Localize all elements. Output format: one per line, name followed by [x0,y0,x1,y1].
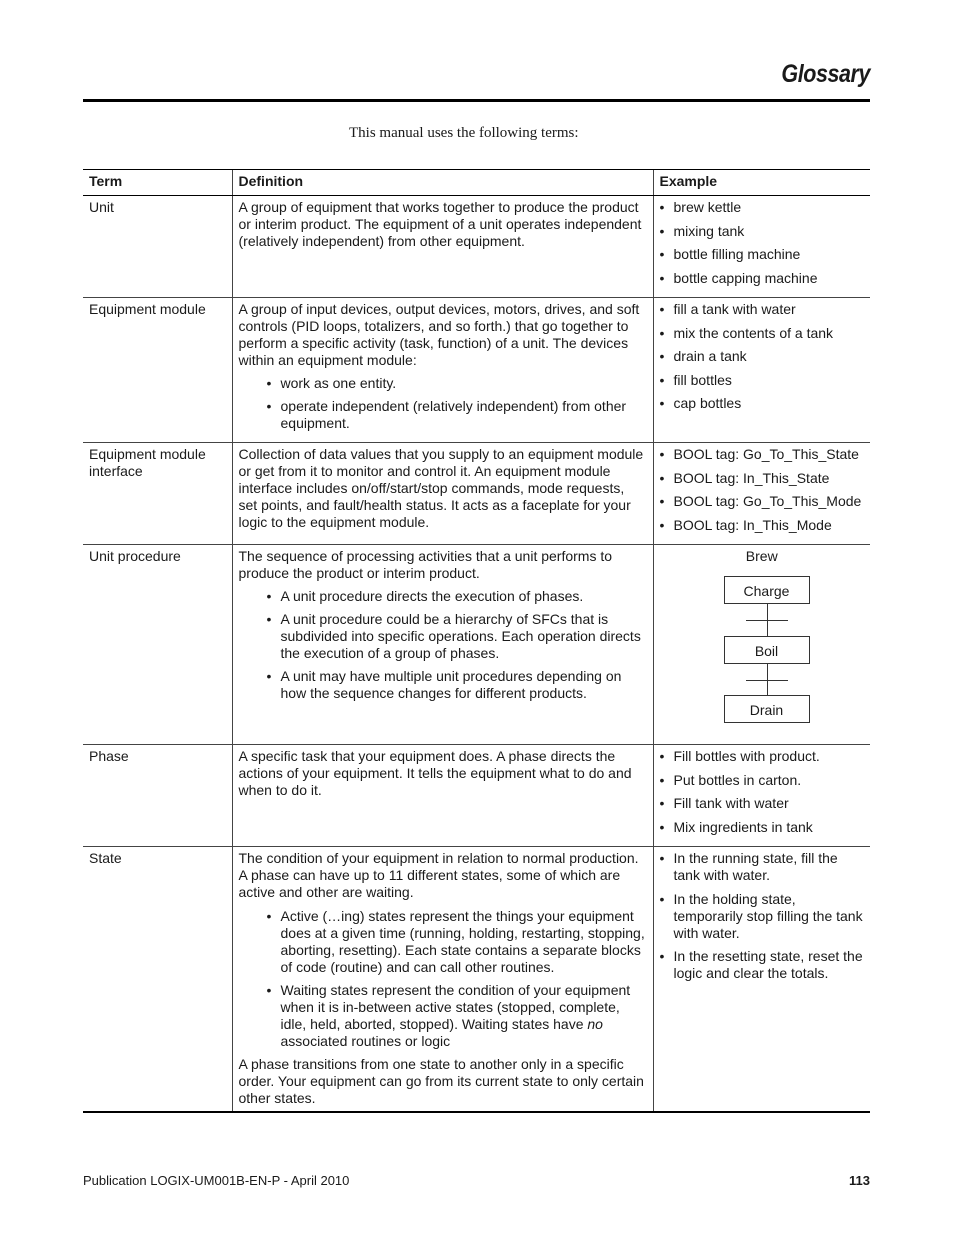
example-item: • Fill tank with water [660,795,865,812]
definition-cell: Collection of data values that you supply to an equipment module or get from it to monitor and control it. An equipment module interface includes on/off/start/stop commands, mode requests, set points, and fault/health status. It acts as a faceplate for your logic to the equipment module. [232,443,653,545]
table-header-row [83,170,870,196]
example-cell [653,847,870,1113]
column-header-definition: Definition [232,170,653,196]
example-item: • BOOL tag: Go_To_This_Mode [660,493,865,510]
example-item: • BOOL tag: Go_To_This_State [660,446,865,463]
example-item: • Put bottles in carton. [660,772,865,789]
term-cell: Phase [83,745,232,847]
title-rule [83,99,870,102]
transition-bar [746,680,788,681]
term-cell: Equipment module [83,298,232,443]
table-row [83,745,870,847]
step-box-charge: Charge [724,576,810,604]
example-item: • Mix ingredients in tank [660,819,865,836]
page-number: 113 [849,1173,870,1188]
step-box-drain: Drain [724,695,810,723]
publication-footer: Publication LOGIX-UM001B-EN-P - April 2010 [83,1173,350,1188]
table-row [83,443,870,545]
example-item: • cap bottles [660,395,865,412]
table-row [83,847,870,1113]
table-row [83,298,870,443]
table-row [83,545,870,745]
example-item: • In the holding state, temporarily stop filling the tank with water. [660,891,865,942]
column-header-example: Example [653,170,870,196]
example-cell [653,196,870,298]
term-cell: Unit [83,196,232,298]
column-header-term: Term [83,170,232,196]
intro-text: This manual uses the following terms: [349,125,579,141]
term-cell: State [83,847,232,1113]
definition-cell: The condition of your equipment in relation to normal production. A phase can have up to 11 different states, some of which are active and other are waiting. • Active (…ing) states represent the things your equipment does at a given time (running, holding, restarting, stopping, aborting, resetting). Each state contains a separate blocks of code (routine) and can call other routines. • Waiting states represent the condition of your equipment when it is in-between active states (stopped, complete, idle, held, aborted, stopped). Waiting states have no associated routines or logic A phase transitions from one state to another only in a specific order. Your equipment can go from its current state to only certain other states. [232,847,653,1113]
example-item: • mixing tank [660,223,865,240]
example-item: • Fill bottles with product. [660,748,865,765]
definition-bullet: • A unit procedure could be a hierarchy of SFCs that is subdivided into specific operations. Each operation directs the execution of a group of phases. [281,611,647,662]
example-item: • In the running state, fill the tank with water. [660,850,865,884]
definition-bullet: • Waiting states represent the condition of your equipment when it is in-between active states (stopped, complete, idle, held, aborted, stopped). Waiting states have no associated routines or logic [281,982,647,1050]
example-cell [653,443,870,545]
example-cell [653,745,870,847]
example-item: • bottle capping machine [660,270,865,287]
example-item: • brew kettle [660,199,865,216]
table-row [83,196,870,298]
example-item: • fill bottles [660,372,865,389]
definition-bullet: • A unit may have multiple unit procedures depending on how the sequence changes for different products. [281,668,647,702]
definition-bullet: • operate independent (relatively independent) from other equipment. [281,398,647,432]
page-title: Glossary [781,60,870,88]
term-cell: Equipment module interface [83,443,232,545]
definition-cell: The sequence of processing activities that a unit performs to produce the product or interim product. • A unit procedure directs the execution of phases. • A unit procedure could be a hierarchy of SFCs that is subdivided into specific operations. Each operation directs the execution of a group of phases. • A unit may have multiple unit procedures depending on how the sequence changes for different products. [232,545,653,745]
term-cell: Unit procedure [83,545,232,745]
diagram-label: Brew [745,548,778,564]
definition-bullet: • Active (…ing) states represent the things your equipment does at a given time (running, holding, restarting, stopping, aborting, resetting). Each state contains a separate blocks of code (routine) and can call other routines. [281,908,647,976]
definition-bullet: • A unit procedure directs the execution of phases. [281,588,647,605]
sfc-diagram [660,548,865,738]
transition-bar [746,620,788,621]
example-item: • BOOL tag: In_This_State [660,470,865,487]
example-item: • mix the contents of a tank [660,325,865,342]
example-item: • bottle filling machine [660,246,865,263]
step-box-boil: Boil [724,636,810,664]
example-cell [653,298,870,443]
example-cell [653,545,870,745]
example-item: • drain a tank [660,348,865,365]
definition-cell: A group of input devices, output devices, motors, drives, and soft controls (PID loops, totalizers, and so forth.) that go together to perform a specific activity (task, function) of a unit. The devices within an equipment module: • work as one entity. • operate independent (relatively independent) from other equipment. [232,298,653,443]
example-item: • BOOL tag: In_This_Mode [660,517,865,534]
example-item: • fill a tank with water [660,301,865,318]
definition-bullet: • work as one entity. [281,375,647,392]
definition-cell: A group of equipment that works together to produce the product or interim product. The equipment of a unit operates independent (relatively independent) from other equipment. [232,196,653,298]
definition-cell: A specific task that your equipment does. A phase directs the actions of your equipment. It tells the equipment what to do and when to do it. [232,745,653,847]
glossary-table [83,169,870,1113]
example-item: • In the resetting state, reset the logic and clear the totals. [660,948,865,982]
